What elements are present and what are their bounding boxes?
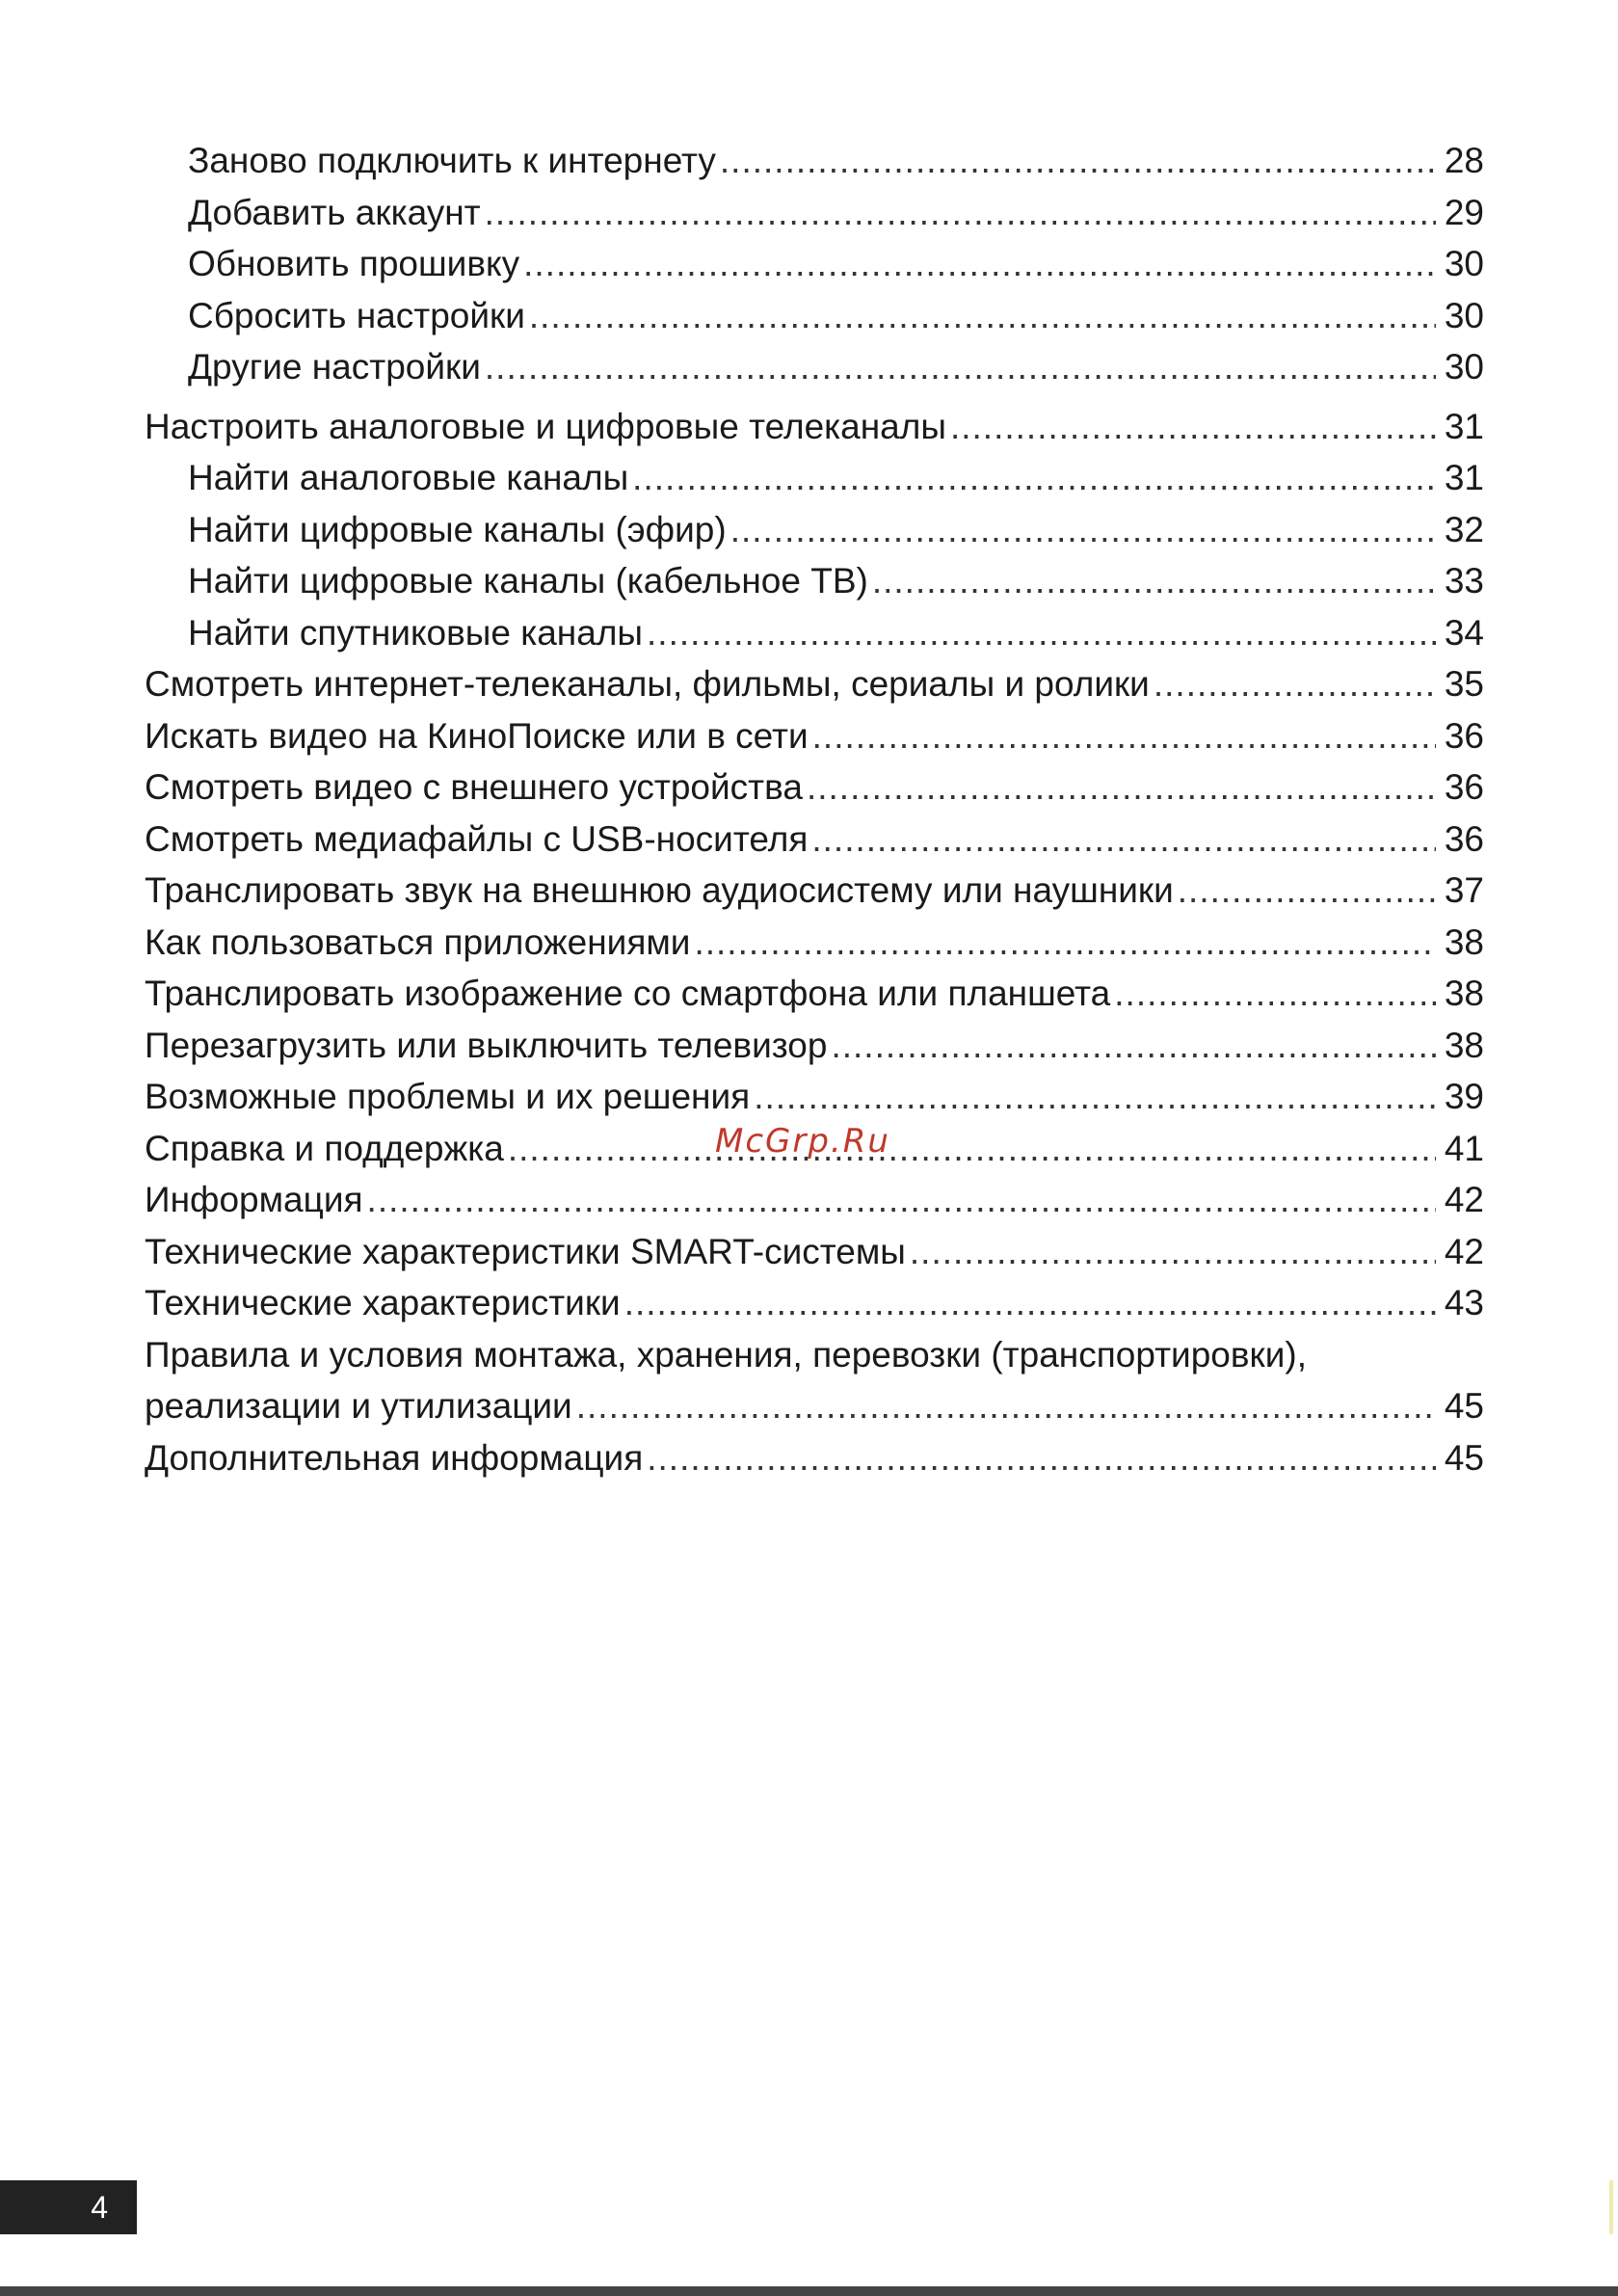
- toc-entry-title: Найти спутниковые каналы: [188, 612, 644, 653]
- toc-entry-page: 28: [1444, 141, 1484, 180]
- toc-entry[interactable]: [145, 290, 1484, 342]
- toc-entry-page: 36: [1444, 818, 1484, 859]
- toc-leader-dots: [950, 401, 1436, 453]
- toc-entry-title: Возможные проблемы и их решения: [145, 1077, 751, 1116]
- toc-entry-page: 38: [1444, 1025, 1484, 1065]
- toc-entry[interactable]: [145, 917, 1484, 969]
- toc-entry-title: Транслировать звук на внешнюю аудиосистему или наушники: [145, 870, 1174, 910]
- toc-entry-title: Найти цифровые каналы (эфир): [188, 509, 727, 549]
- toc-leader-dots: [508, 1123, 1436, 1175]
- toc-entry-title: Настроить аналоговые и цифровые телеканалы: [145, 406, 946, 446]
- toc-leader-dots: [812, 710, 1436, 762]
- toc-entry-title: реализации и утилизации: [145, 1386, 572, 1426]
- toc-entry-page: 42: [1444, 1180, 1484, 1219]
- toc-entry-page: 43: [1444, 1283, 1484, 1322]
- toc-entry-page: 30: [1444, 347, 1484, 387]
- toc-entry-page: 30: [1444, 244, 1484, 283]
- bottom-border: [0, 2286, 1618, 2296]
- toc-entry[interactable]: [145, 238, 1484, 290]
- toc-entry-title: Смотреть интернет-телеканалы, фильмы, сериалы и ролики: [145, 664, 1150, 704]
- toc-entry-page: 30: [1444, 295, 1484, 335]
- toc-entry-page: 35: [1444, 664, 1484, 704]
- toc-entry[interactable]: [145, 814, 1484, 866]
- toc-entry-title: Смотреть медиафайлы с USB-носителя: [145, 818, 809, 859]
- toc-leader-dots: [872, 555, 1436, 607]
- toc-entry-page: 37: [1444, 870, 1484, 910]
- toc-entry-page: 34: [1444, 612, 1484, 653]
- toc-entry[interactable]: [145, 187, 1484, 239]
- toc-entry-title: Перезагрузить или выключить телевизор: [145, 1025, 828, 1065]
- toc-entry-page: 39: [1444, 1077, 1484, 1116]
- toc-entry[interactable]: [145, 555, 1484, 607]
- toc-entry-title: Технические характеристики SMART-системы: [145, 1231, 906, 1271]
- toc-entry-title: Смотреть видео с внешнего устройства: [145, 767, 803, 807]
- toc-entry-title: Сбросить настройки: [188, 295, 525, 335]
- toc-entry-page: 38: [1444, 921, 1484, 962]
- toc-entry-title: Справка и поддержка: [145, 1128, 504, 1168]
- toc-leader-dots: [647, 607, 1436, 659]
- toc-entry-page: 36: [1444, 715, 1484, 756]
- toc-leader-dots: [523, 238, 1436, 290]
- toc-entry-page: 45: [1444, 1437, 1484, 1478]
- toc-entry-title: Транслировать изображение со смартфона или планшета: [145, 974, 1111, 1013]
- page-number: 4: [0, 2180, 137, 2234]
- toc-leader-dots: [1114, 968, 1436, 1020]
- corner-mark: [1609, 2180, 1613, 2234]
- toc-leader-dots: [694, 917, 1436, 969]
- toc-entry-title: Информация: [145, 1180, 363, 1219]
- toc-entry[interactable]: [145, 968, 1484, 1020]
- toc-leader-dots: [647, 1432, 1436, 1484]
- toc-entry-title: Искать видео на КиноПоиске или в сети: [145, 715, 809, 756]
- toc-leader-dots: [1154, 658, 1436, 710]
- toc-leader-dots: [720, 135, 1436, 187]
- toc-entry-title: Технические характеристики: [145, 1283, 621, 1322]
- toc-leader-dots: [485, 341, 1436, 393]
- toc-entry-page: 31: [1444, 406, 1484, 446]
- table-of-contents: [145, 135, 1484, 1483]
- toc-leader-dots: [910, 1226, 1436, 1278]
- toc-entry[interactable]: [145, 1277, 1484, 1329]
- toc-leader-dots: [811, 814, 1436, 866]
- toc-entry-page: 33: [1444, 561, 1484, 601]
- toc-entry-page: 41: [1444, 1128, 1484, 1168]
- toc-leader-dots: [807, 761, 1436, 814]
- toc-entry-page: 31: [1444, 458, 1484, 497]
- toc-leader-dots: [529, 290, 1436, 342]
- toc-entry-title: Обновить прошивку: [188, 244, 520, 283]
- toc-leader-dots: [730, 504, 1436, 556]
- toc-entry[interactable]: [145, 1226, 1484, 1278]
- toc-leader-dots: [485, 187, 1436, 239]
- toc-leader-dots: [831, 1020, 1436, 1072]
- toc-entry[interactable]: [145, 1432, 1484, 1484]
- toc-entry[interactable]: [145, 1071, 1484, 1123]
- toc-entry-page: 32: [1444, 509, 1484, 549]
- toc-entry[interactable]: [145, 865, 1484, 917]
- toc-entry[interactable]: [145, 341, 1484, 393]
- toc-leader-dots: [576, 1380, 1436, 1432]
- toc-entry-title: Найти цифровые каналы (кабельное ТВ): [188, 561, 868, 601]
- toc-entry-page: 45: [1444, 1386, 1484, 1426]
- toc-entry[interactable]: [145, 401, 1484, 453]
- toc-entry[interactable]: [145, 1174, 1484, 1226]
- toc-entry-title: Заново подключить к интернету: [188, 141, 716, 180]
- toc-entry[interactable]: [145, 452, 1484, 504]
- toc-entry-title: Как пользоваться приложениями: [145, 921, 691, 962]
- toc-entry-title: Другие настройки: [188, 347, 481, 387]
- toc-entry[interactable]: [145, 710, 1484, 762]
- toc-entry-title-line1: Правила и условия монтажа, хранения, перевозки (транспортировки),: [145, 1334, 1307, 1375]
- toc-entry[interactable]: [145, 658, 1484, 710]
- toc-leader-dots: [632, 452, 1436, 504]
- toc-entry[interactable]: [145, 607, 1484, 659]
- toc-entry[interactable]: [145, 1020, 1484, 1072]
- toc-leader-dots: [367, 1174, 1436, 1226]
- toc-entry-page: 29: [1444, 192, 1484, 232]
- toc-entry-page: 42: [1444, 1231, 1484, 1271]
- toc-leader-dots: [754, 1071, 1436, 1123]
- toc-entry-page: 38: [1444, 974, 1484, 1013]
- toc-entry-title: Добавить аккаунт: [188, 192, 481, 232]
- toc-entry[interactable]: [145, 504, 1484, 556]
- toc-entry[interactable]: [145, 761, 1484, 814]
- toc-entry[interactable]: [145, 135, 1484, 187]
- toc-leader-dots: [1178, 865, 1436, 917]
- toc-entry[interactable]: [145, 1329, 1484, 1432]
- toc-entry-page: 36: [1444, 767, 1484, 807]
- toc-entry-title: Найти аналоговые каналы: [188, 458, 629, 497]
- toc-entry-title: Дополнительная информация: [145, 1437, 644, 1478]
- watermark: McGrp.Ru: [715, 1122, 890, 1161]
- toc-leader-dots: [624, 1277, 1436, 1329]
